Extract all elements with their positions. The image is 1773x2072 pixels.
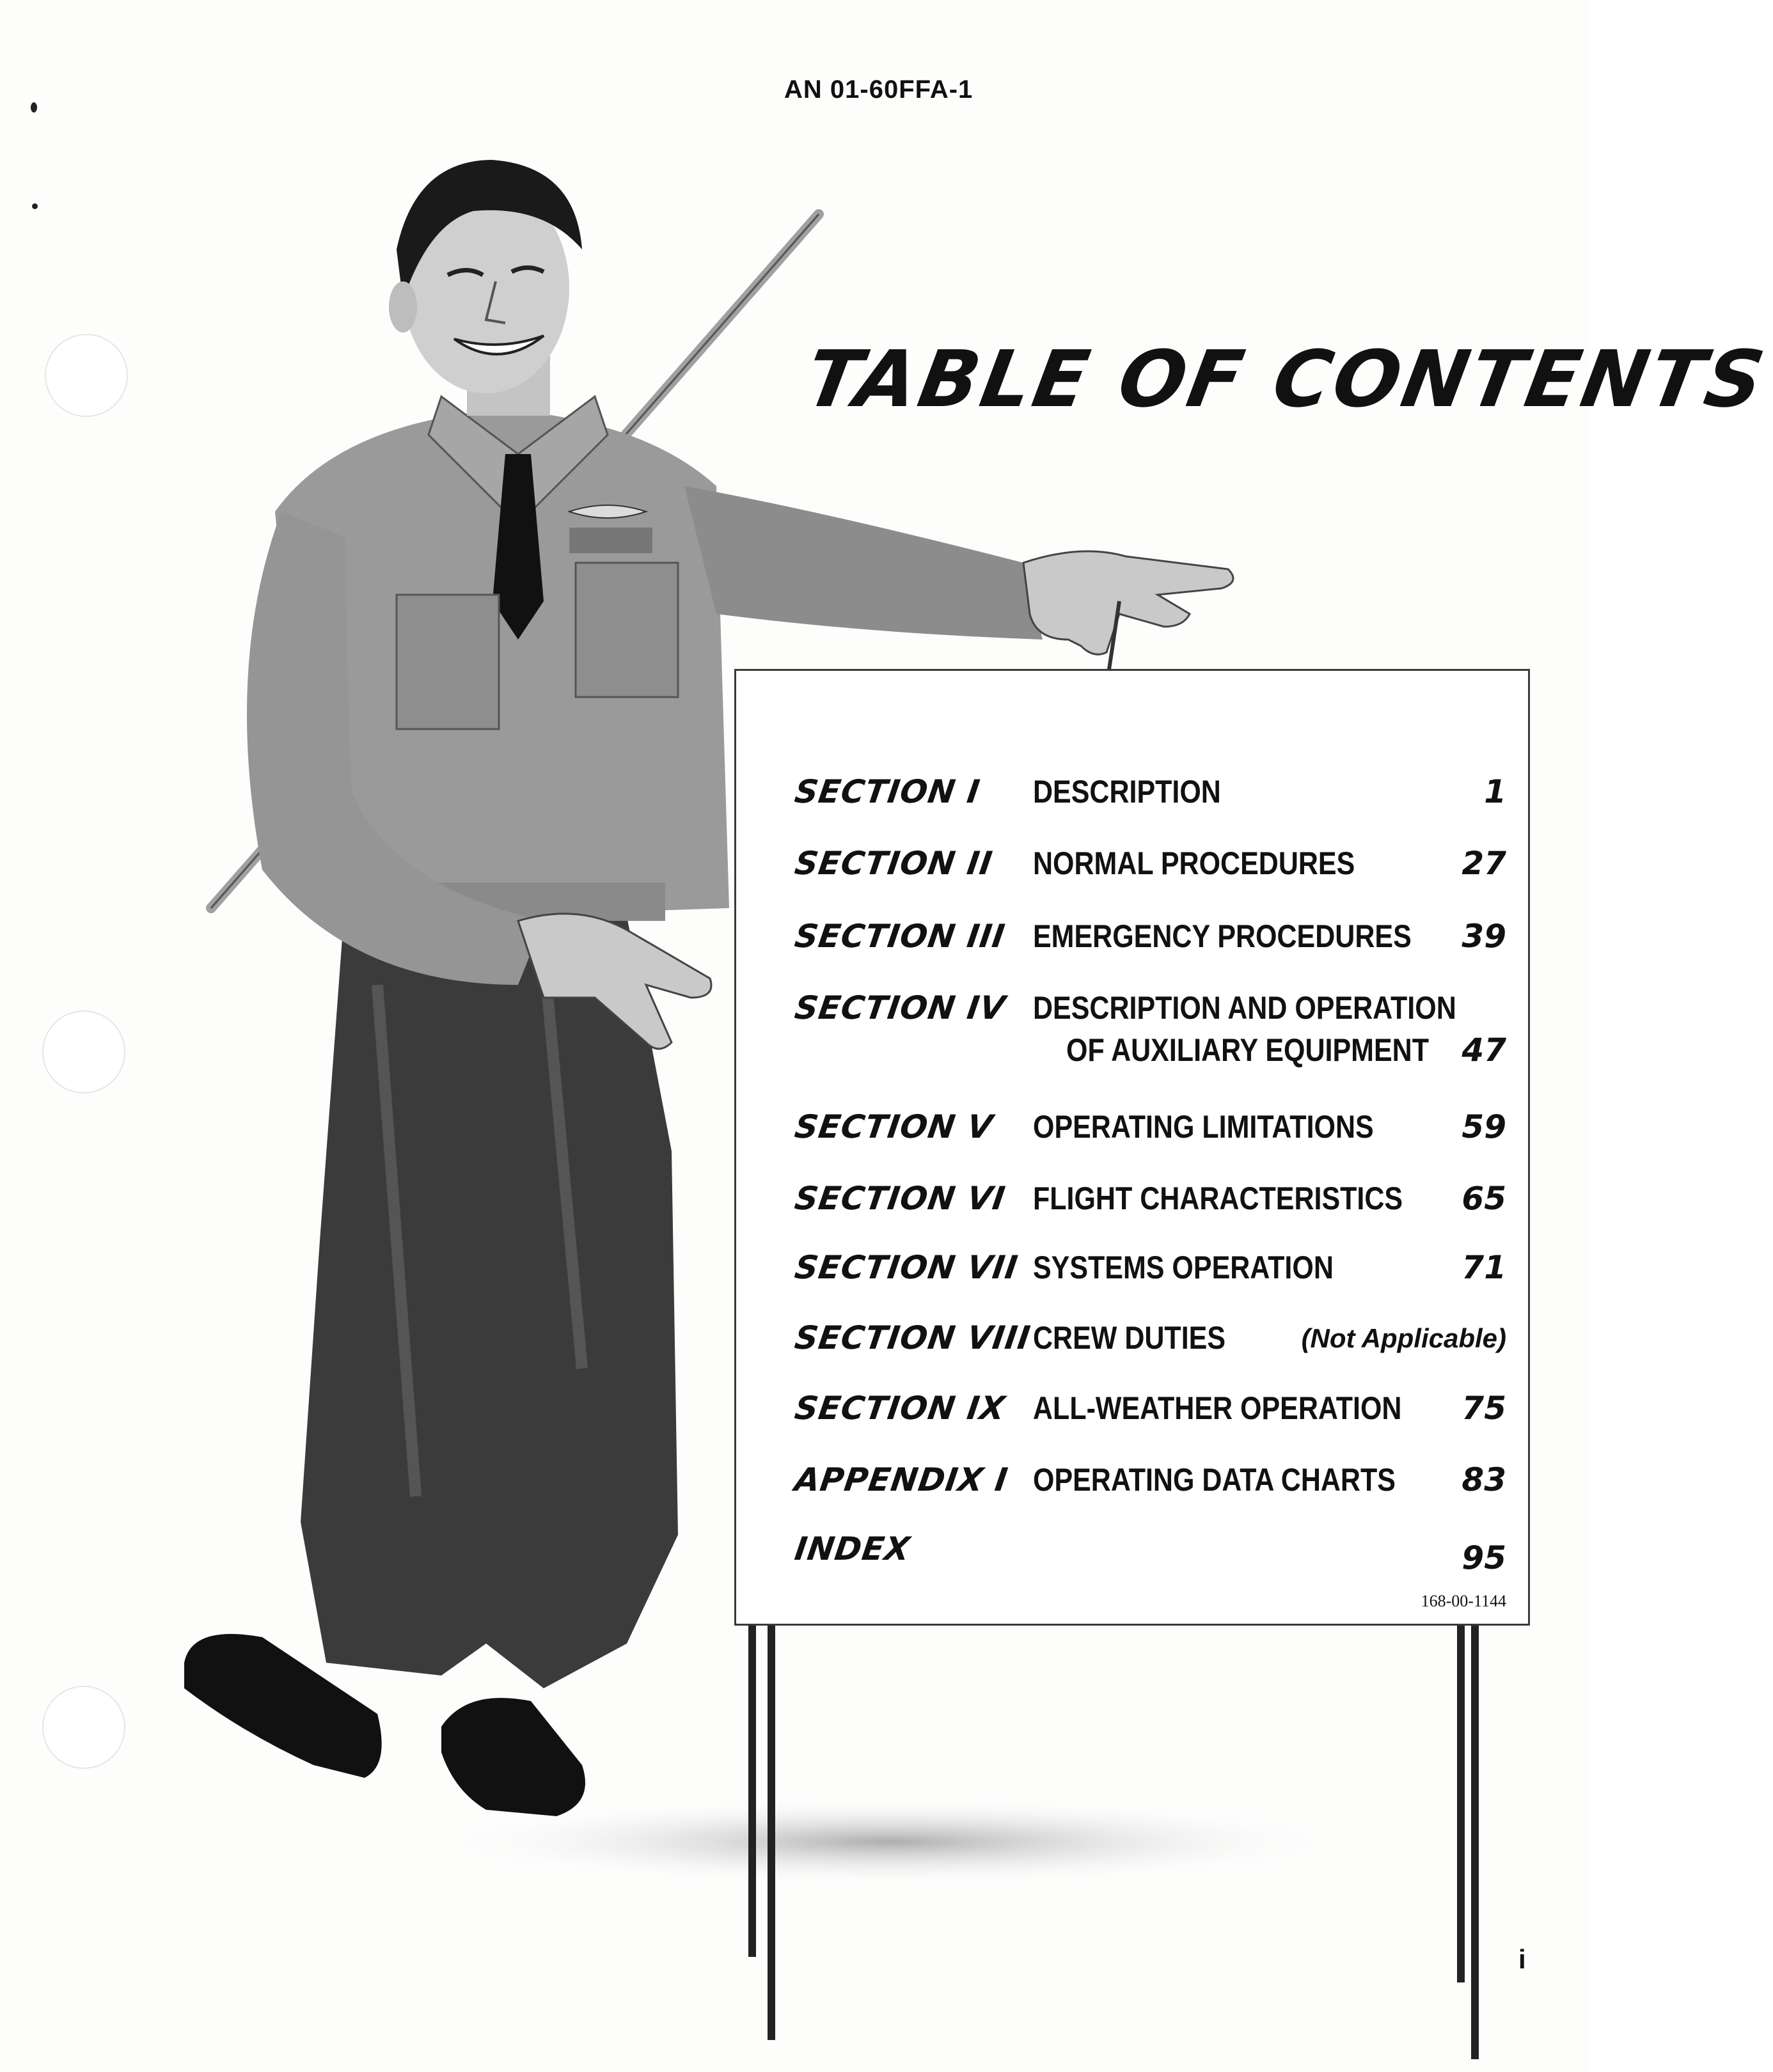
toc-section-label: INDEX (792, 1530, 913, 1567)
toc-page-number: 65 (1462, 1180, 1506, 1217)
toc-section-label: SECTION V (792, 1108, 996, 1145)
scan-speck (32, 203, 38, 209)
toc-section-label: SECTION VIII (792, 1319, 1033, 1356)
toc-entry[interactable] (792, 1530, 1506, 1581)
toc-page-number: 47 (1462, 1032, 1506, 1069)
toc-section-label: SECTION VI (792, 1180, 1008, 1217)
toc-page-number: 71 (1462, 1249, 1506, 1286)
page-number: i (1518, 1944, 1526, 1974)
toc-section-label: SECTION IV (792, 989, 1008, 1026)
toc-entry[interactable] (792, 773, 1506, 824)
toc-section-label: SECTION IX (792, 1390, 1008, 1427)
toc-section-title: FLIGHT CHARACTERISTICS (1033, 1181, 1403, 1216)
toc-page-number: 59 (1462, 1108, 1506, 1145)
toc-entry[interactable] (792, 1249, 1506, 1300)
toc-page-number: 1 (1484, 773, 1506, 810)
toc-page-number: 83 (1462, 1461, 1506, 1498)
toc-section-title: OPERATING LIMITATIONS (1033, 1109, 1374, 1145)
toc-page-number: 39 (1462, 918, 1506, 955)
toc-section-label: APPENDIX I (792, 1461, 1011, 1498)
toc-section-title: SYSTEMS OPERATION (1033, 1250, 1334, 1285)
toc-section-title-line2: OF AUXILIARY EQUIPMENT (1066, 1032, 1430, 1068)
punch-hole-top (45, 334, 128, 417)
toc-section-title: OPERATING DATA CHARTS (1033, 1462, 1396, 1498)
toc-entry[interactable] (792, 845, 1506, 896)
table-of-contents-board (734, 669, 1530, 1626)
toc-section-title: ALL-WEATHER OPERATION (1033, 1390, 1402, 1426)
toc-entry[interactable] (792, 1180, 1506, 1231)
punch-hole-middle (42, 1010, 125, 1094)
toc-entry[interactable] (792, 1461, 1506, 1512)
toc-entry[interactable] (792, 1390, 1506, 1441)
toc-entry[interactable] (792, 1319, 1506, 1370)
toc-section-label: SECTION II (792, 845, 995, 882)
toc-section-title: DESCRIPTION (1033, 774, 1221, 810)
punch-hole-bottom (42, 1686, 125, 1769)
toc-entry[interactable] (792, 1108, 1506, 1159)
figure-code: 168-00-1144 (1421, 1592, 1506, 1610)
toc-section-title: NORMAL PROCEDURES (1033, 845, 1355, 881)
toc-section-label: SECTION VII (792, 1249, 1021, 1286)
toc-section-title: CREW DUTIES (1033, 1320, 1225, 1356)
toc-entry[interactable] (792, 989, 1506, 1085)
toc-page-note: (Not Applicable) (1301, 1323, 1506, 1353)
toc-section-title: DESCRIPTION AND OPERATION (1033, 990, 1456, 1026)
toc-page-number: 27 (1462, 845, 1506, 882)
toc-section-label: SECTION III (792, 918, 1008, 955)
toc-page-number: 95 (1462, 1539, 1506, 1576)
toc-page-number: 75 (1462, 1390, 1506, 1427)
scan-speck (31, 102, 37, 113)
toc-entry[interactable] (792, 918, 1506, 969)
toc-section-title: EMERGENCY PROCEDURES (1033, 918, 1412, 954)
document-number: AN 01-60FFA-1 (784, 75, 973, 104)
page-title: TABLE OF CONTENTS (799, 334, 1773, 425)
toc-section-label: SECTION I (792, 773, 983, 810)
